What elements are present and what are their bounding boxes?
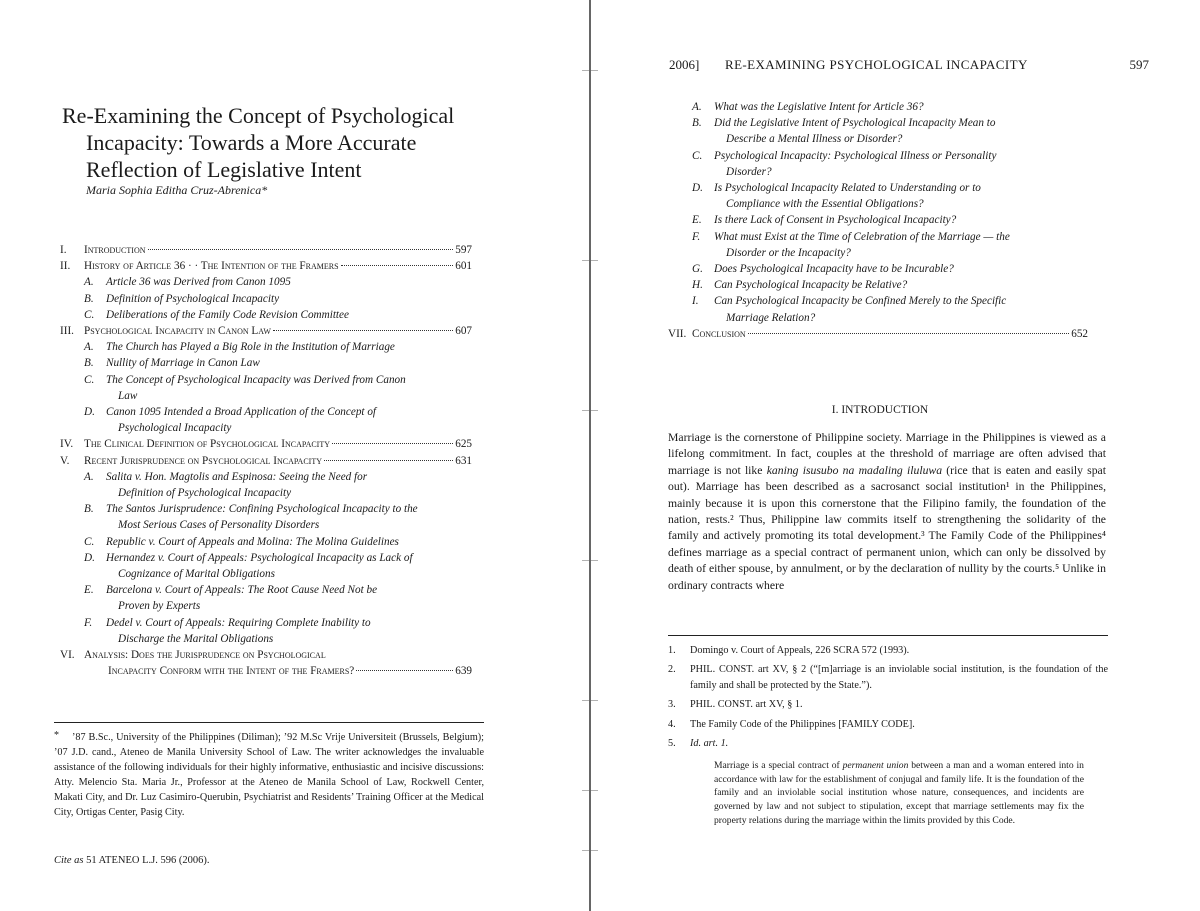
toc-item-analysis: VI. Analysis: Does the Jurisprudence on Psychological Incapacity Conform with the Intent of the Framers? 639	[60, 649, 472, 678]
right-page	[615, 0, 1200, 911]
toc-item-history: II. History of Article 36 · · The Intention of the Framers 601	[60, 260, 472, 273]
footnotes	[668, 643, 1108, 755]
toc-item-canon-law: III. Psychological Incapacity in Canon Law 607	[60, 325, 472, 338]
footnote: 3. PHIL. CONST. art XV, § 1.	[668, 699, 803, 711]
toc-subitem: F. What must Exist at the Time of Celebration of the Marriage — the Disorder or the Incapacity?	[692, 230, 1010, 259]
running-head: 2006] RE-EXAMINING PSYCHOLOGICAL INCAPACITY 597	[669, 57, 1149, 72]
toc-subitem: C. Republic v. Court of Appeals and Molina: The Molina Guidelines	[84, 535, 399, 548]
toc-subitem: C. Deliberations of the Family Code Revision Committee	[84, 308, 349, 321]
footnote: 4. The Family Code of the Philippines [FAMILY CODE].	[668, 718, 915, 730]
toc-subitem: E. Barcelona v. Court of Appeals: The Root Cause Need Not be Proven by Experts	[84, 584, 378, 613]
quoted-provision: Marriage is a special contract of permanent union between a man and a woman entered into in accordance with law for the establishment of conjugal and family life. It is the foundation of the family and an inviolable social institution whose nature, consequences, and incidents are governed by law and not subject to stipulation, except that marriage settlements may fix the property relations during the marriage within the limits provided by this Code.	[714, 760, 1084, 826]
toc-subitem: H. Can Psychological Incapacity be Relative?	[692, 279, 908, 292]
book-gutter	[580, 0, 600, 911]
toc-subitem: A. The Church has Played a Big Role in the Institution of Marriage	[84, 341, 395, 354]
body-paragraph: Marriage is the cornerstone of Philippine society. Marriage in the Philippines is viewed as a lifelong commitment. In fact, couples at the threshold of marriage are often advised that marriage is not like kaning isusubo na madaling iluluwa (rice that is eaten and easily spat out). Marriage has been described as a sacrosanct social institution¹ in the Philippines, mainly because it is upon this cornerstone that the Filipino family, the foundation of the nation, rests.² Thus, Philippine law commits itself to strengthening the solidarity of the family and actively promoting its total development.³ The Family Code of the Philippines⁴ defines marriage as a special contract of permanent union, which can only be dissolved by death of either spouse, by annulment, or by the declaration of nullity by the courts.⁵ Unlike in ordinary contracts where	[668, 431, 1106, 592]
article-title: Re-Examining the Concept of Psychological Incapacity: Towards a More Accurate Reflection of Legislative Intent	[62, 103, 455, 182]
table-of-contents-continued	[668, 99, 1088, 342]
footnote-divider	[54, 722, 484, 723]
toc-item-introduction: I. Introduction 597	[60, 244, 472, 256]
left-page	[0, 0, 585, 911]
toc-subitem: I. Can Psychological Incapacity be Confined Merely to the Specific Marriage Relation?	[692, 295, 1007, 324]
toc-subitem: B. Nullity of Marriage in Canon Law	[84, 357, 260, 370]
toc-subitem: A. Article 36 was Derived from Canon 1095	[84, 276, 291, 289]
toc-subitem: B. The Santos Jurisprudence: Confining Psychological Incapacity to the Most Serious Cases of Personality Disorders	[84, 503, 418, 532]
toc-subitem: C. The Concept of Psychological Incapacity was Derived from Canon Law	[84, 373, 406, 402]
toc-item-recent-jurisprudence: V. Recent Jurisprudence on Psychological Incapacity 631	[60, 454, 472, 467]
toc-subitem: C. Psychological Incapacity: Psychological Illness or Personality Disorder?	[692, 149, 997, 178]
running-head-title: RE-EXAMINING PSYCHOLOGICAL INCAPACITY	[725, 57, 1028, 72]
footnote: 1. Domingo v. Court of Appeals, 226 SCRA 572 (1993).	[668, 645, 910, 656]
toc-subitem: E. Is there Lack of Consent in Psychological Incapacity?	[692, 214, 957, 227]
toc-item-clinical-definition: IV. The Clinical Definition of Psychological Incapacity 625	[60, 438, 472, 451]
footnote-divider	[668, 635, 1108, 636]
toc-subitem: D. Canon 1095 Intended a Broad Application of the Concept of Psychological Incapacity	[84, 406, 377, 435]
footnote: 5. Id. art. 1.	[668, 738, 729, 750]
table-of-contents	[60, 242, 472, 679]
toc-subitem: F. Dedel v. Court of Appeals: Requiring Complete Inability to Discharge the Marital Obligations	[84, 616, 371, 645]
toc-subitem: D. Is Psychological Incapacity Related to Understanding or to Compliance with the Essential Obligations?	[692, 182, 981, 211]
section-heading: I. INTRODUCTION	[831, 404, 929, 416]
footnote: 2. PHIL. CONST. art XV, § 2 (“[m]arriage is an inviolable social institution, is the foundation of the family and shall be protected by the State.”).	[668, 664, 1108, 691]
toc-item-conclusion: VII. Conclusion 652	[668, 327, 1088, 340]
toc-subitem: A. What was the Legislative Intent for Article 36?	[692, 101, 924, 113]
toc-subitem: B. Did the Legislative Intent of Psychological Incapacity Mean to Describe a Mental Illness or Disorder?	[692, 117, 996, 146]
toc-subitem: G. Does Psychological Incapacity have to be Incurable?	[692, 263, 954, 276]
toc-subitem: B. Definition of Psychological Incapacity	[84, 292, 280, 305]
citation-line: Cite as 51 ATENEO L.J. 596 (2006).	[54, 855, 210, 866]
toc-subitem: D. Hernandez v. Court of Appeals: Psychological Incapacity as Lack of Cognizance of Marital Obligations	[84, 551, 413, 581]
toc-subitem: A. Salita v. Hon. Magtolis and Espinosa: Seeing the Need for Definition of Psychological Incapacity	[84, 470, 368, 500]
author-name: Maria Sophia Editha Cruz-Abrenica*	[86, 183, 268, 197]
author-footnote: * ’87 B.Sc., University of the Philippines (Diliman); ’92 M.Sc Vrije Universiteit (Brussels, Belgium); ’07 J.D. cand., Ateneo de Manila University School of Law. The writer acknowledges the invaluable assistance of the following individuals for their highly informative, enthusiastic and incisive discussions: Atty. Melencio Sta. Maria Jr., Professor at the Ateneo de Manila School of Law, Rockwell Center, Makati City, and Dr. Luz Casimiro-Querubin, Psychiatrist and Residents’ Training Officer at the Medical City, Ortigas Center, Pasig City.	[54, 730, 484, 818]
page-number: 597	[1129, 57, 1149, 72]
